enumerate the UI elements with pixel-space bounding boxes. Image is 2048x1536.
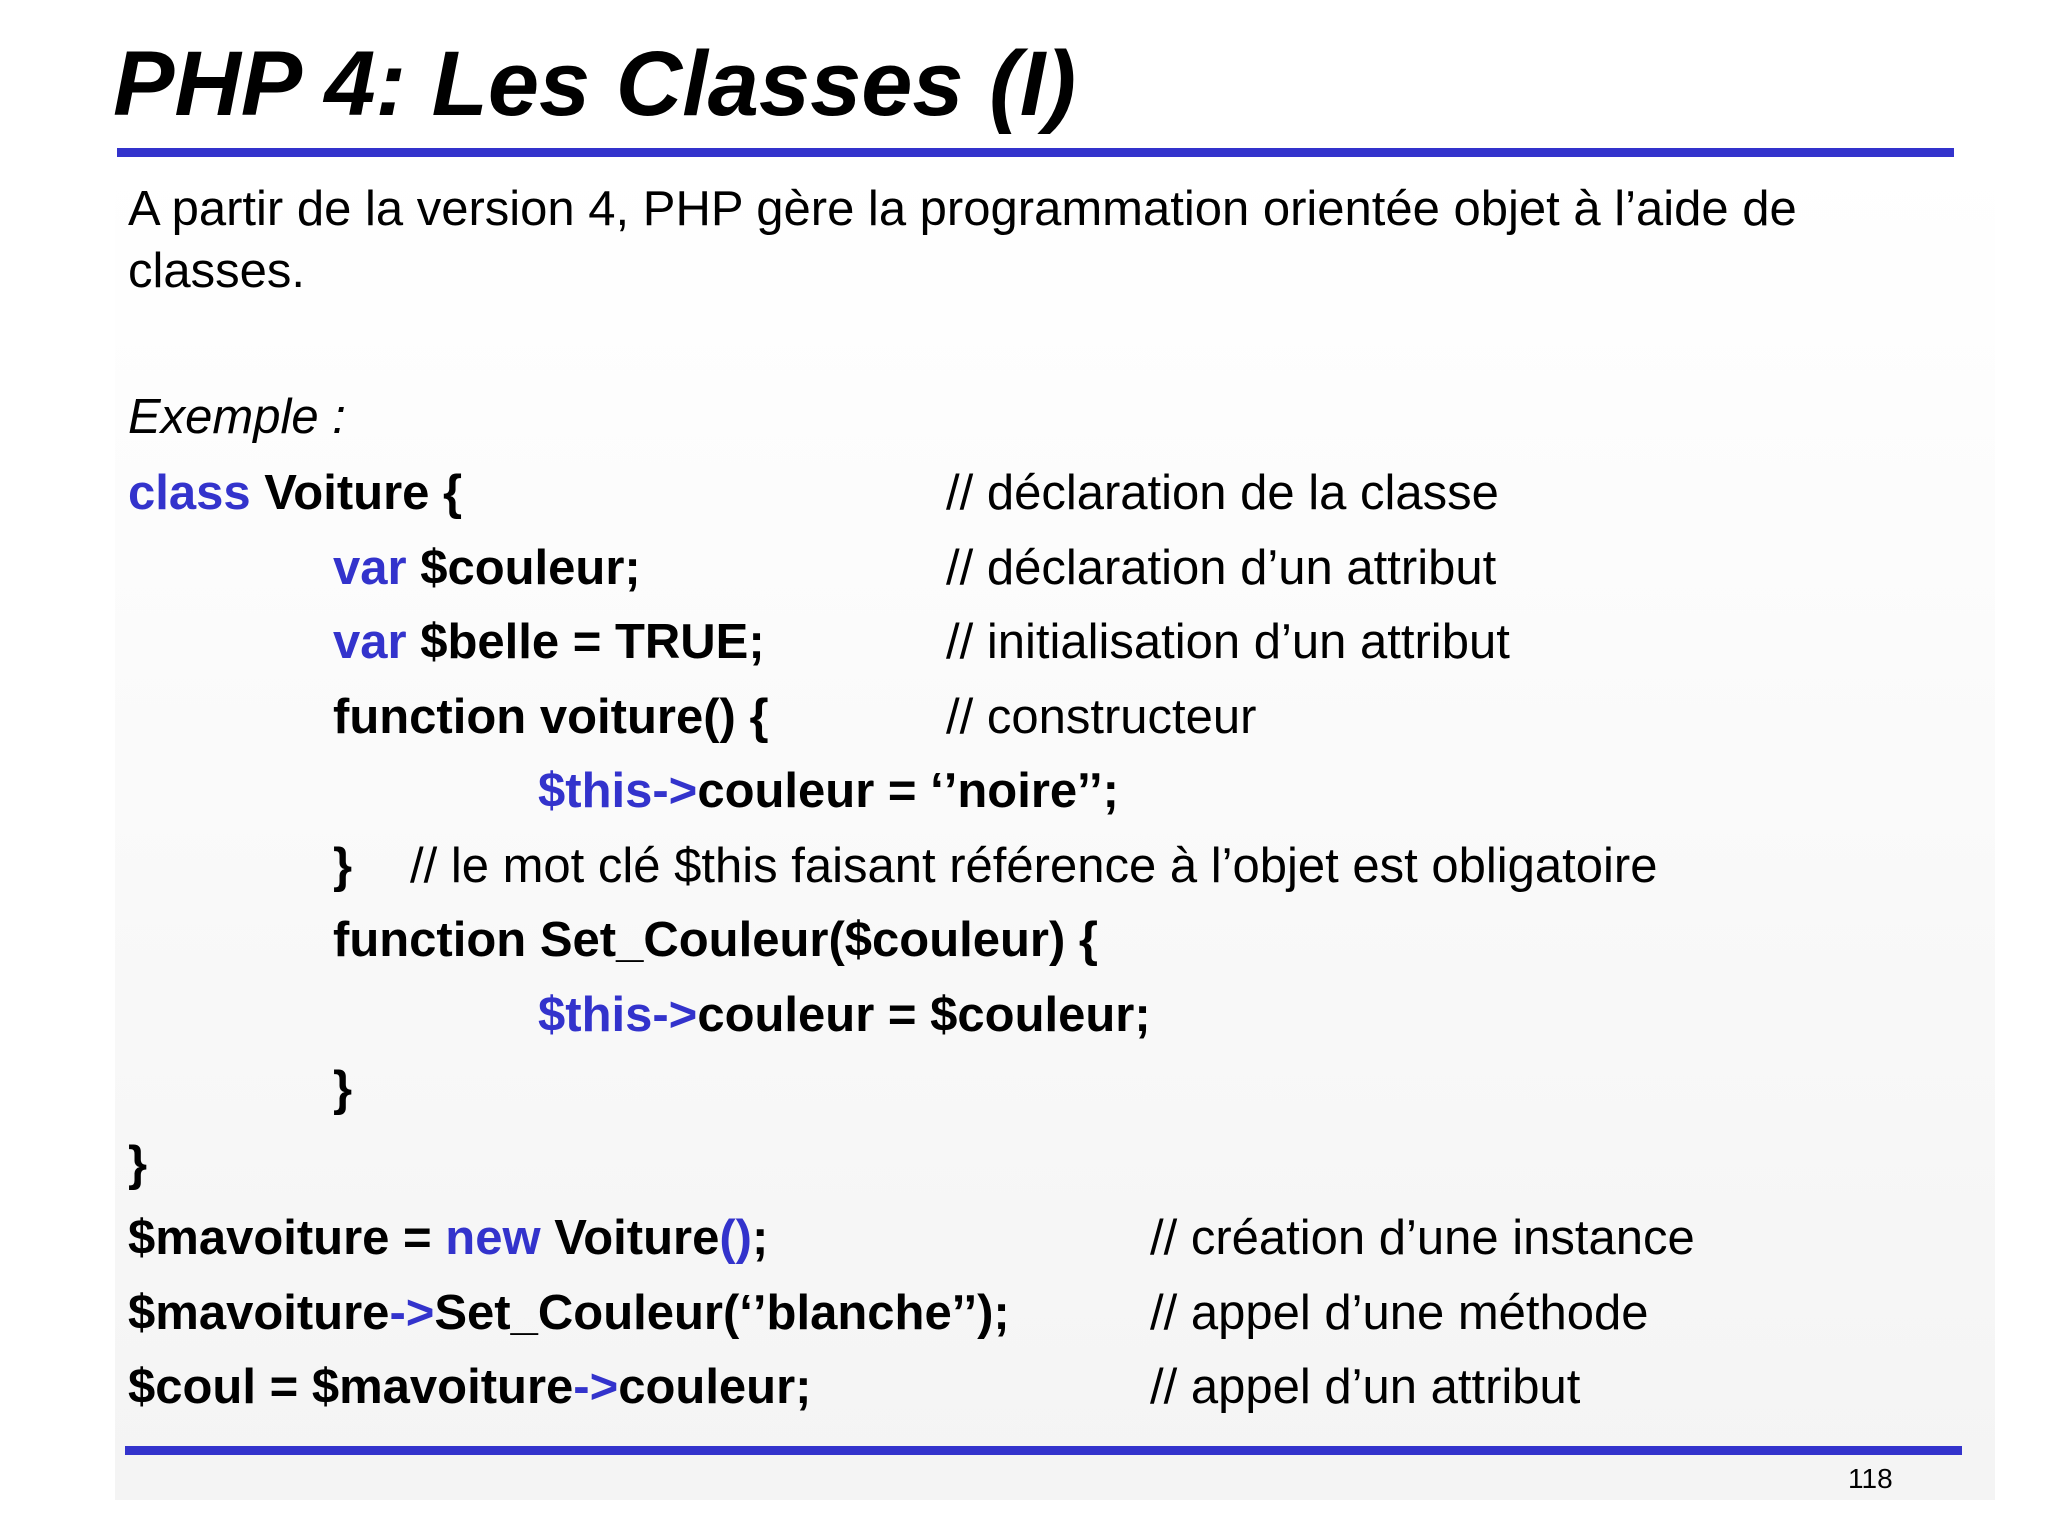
code-text: $mavoiture = xyxy=(128,1211,446,1265)
example-label: Exemple : xyxy=(128,390,346,444)
code-text: $coul = $mavoiture xyxy=(128,1360,574,1414)
code-line-closing-brace: } xyxy=(333,839,353,893)
code-keyword: () xyxy=(719,1211,752,1265)
code-text: couleur = $couleur; xyxy=(697,988,1151,1042)
code-keyword: $this-> xyxy=(538,988,698,1042)
code-text: $couleur; xyxy=(406,541,641,595)
code-line-attribute-access xyxy=(128,1356,812,1418)
page-number: 118 xyxy=(1848,1463,1893,1494)
code-line-method-call xyxy=(128,1282,1010,1344)
code-keyword: $this-> xyxy=(538,764,698,818)
code-line-class-declaration xyxy=(128,462,462,524)
slide-title: PHP 4: Les Classes (I) xyxy=(113,33,1076,135)
code-line-closing-brace: } xyxy=(333,1062,353,1116)
code-comment: // appel d’une méthode xyxy=(1150,1286,1649,1340)
code-comment: // appel d’un attribut xyxy=(1150,1360,1581,1414)
code-text: ; xyxy=(752,1211,769,1265)
code-text: couleur; xyxy=(618,1360,812,1414)
code-text: Voiture { xyxy=(250,466,463,520)
code-comment: // initialisation d’un attribut xyxy=(946,615,1510,669)
code-keyword: var xyxy=(333,615,407,669)
code-line-class-closing-brace: } xyxy=(128,1137,148,1191)
code-keyword: class xyxy=(128,466,251,520)
code-line-constructor: function voiture() { xyxy=(333,690,769,744)
code-keyword: new xyxy=(445,1211,541,1265)
footer-rule xyxy=(125,1446,1962,1455)
code-comment: // déclaration d’un attribut xyxy=(946,541,1497,595)
code-keyword: var xyxy=(333,541,407,595)
code-line-set-couleur: function Set_Couleur($couleur) { xyxy=(333,913,1099,967)
code-line-attribute-belle xyxy=(333,611,765,673)
code-keyword: -> xyxy=(573,1360,619,1414)
code-line-this-couleur-assign xyxy=(538,984,1151,1046)
code-comment: // le mot clé $this faisant référence à l’objet est obligatoire xyxy=(410,839,1658,893)
code-line-this-couleur-noire xyxy=(538,760,1119,822)
code-text: $belle = TRUE; xyxy=(406,615,765,669)
code-keyword: -> xyxy=(389,1286,435,1340)
code-line-new-instance xyxy=(128,1207,768,1269)
code-comment: // création d’une instance xyxy=(1150,1211,1695,1265)
code-comment: // constructeur xyxy=(946,690,1257,744)
code-text: $mavoiture xyxy=(128,1286,390,1340)
code-text: couleur = ‘’noire’’; xyxy=(697,764,1119,818)
code-comment: // déclaration de la classe xyxy=(946,466,1499,520)
intro-paragraph: A partir de la version 4, PHP gère la programmation orientée objet à l’aide de classes. xyxy=(128,182,1797,298)
code-line-attribute-couleur xyxy=(333,537,641,599)
title-underline xyxy=(117,148,1954,157)
code-text: Set_Couleur(‘’blanche’’); xyxy=(434,1286,1010,1340)
code-text: Voiture xyxy=(540,1211,720,1265)
